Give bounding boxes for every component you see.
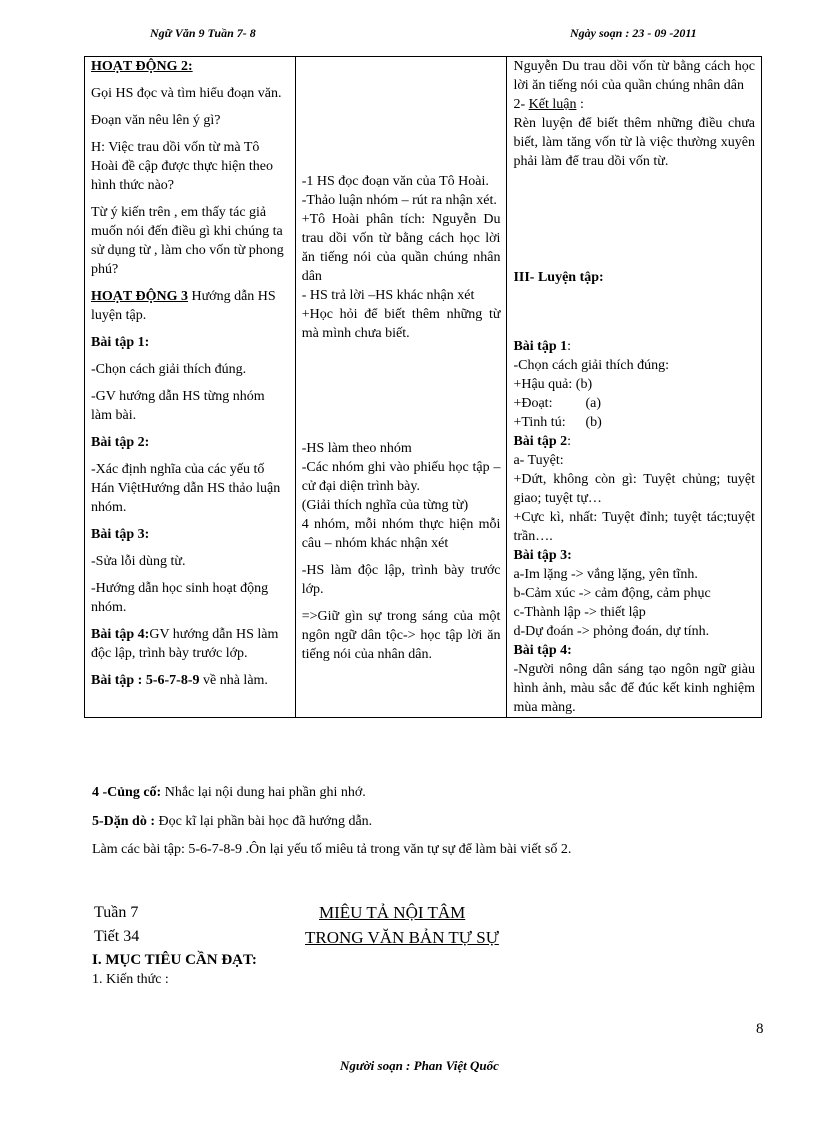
lesson-week: Tuần 7	[94, 904, 139, 921]
c3-exercise-2-line-3: +Cực kì, nhất: Tuyệt đỉnh; tuyệt tác;tuyệt trần….	[513, 510, 755, 544]
exercise-homework	[91, 671, 289, 690]
activity-2-question-2: H: Việc trau dồi vốn từ mà Tô Hoài đề cập được thực hiện theo hình thức nào?	[91, 140, 273, 193]
c3-exercise-1-line-1: -Chọn cách giải thích đúng:	[513, 358, 669, 373]
exercise-homework-text: về nhà làm.	[199, 673, 268, 688]
activity-2-question-3: Từ ý kiến trên , em thấy tác giả muốn nói đến điều gì khi chúng ta sử dụng từ , làm cho vốn từ phong phú?	[91, 205, 284, 277]
lesson-table	[84, 56, 762, 718]
c3-word-doat: +Đoạt:	[513, 396, 553, 411]
c3-exercise-2-line-2: +Dứt, không còn gì: Tuyệt chủng; tuyệt giao; tuyệt tự…	[513, 472, 755, 506]
c3-word-tinh-tu: +Tinh tú:	[513, 415, 566, 430]
c3-exercise-4-title: Bài tập 4:	[513, 643, 572, 658]
exercise-1-text-1: -Chọn cách giải thích đúng.	[91, 362, 247, 377]
c3-answer-tinh-tu: (b)	[585, 415, 602, 430]
consolidation-title: 4 -Củng cố:	[92, 785, 162, 800]
activity-2-instruction: Gọi HS đọc và tìm hiểu đoạn văn.	[91, 86, 282, 101]
c3-exercise-1-line-4	[513, 413, 755, 432]
homework-title: 5-Dặn dò :	[92, 814, 156, 829]
content-column	[507, 57, 762, 718]
student-group-work: -HS làm theo nhóm	[301, 441, 412, 456]
student-groups-note: -Các nhóm ghi vào phiếu học tập – cử đại diện trình bày.	[301, 460, 501, 494]
exercise-3-text-1: -Sửa lỗi dùng từ.	[91, 554, 186, 569]
c3-exercise-3-line-3: c-Thành lập -> thiết lập	[513, 605, 646, 620]
activity-2-title: HOẠT ĐỘNG 2:	[91, 59, 193, 74]
exercise-1-title: Bài tập 1:	[91, 335, 150, 350]
activity-3-title: HOẠT ĐỘNG 3	[91, 289, 188, 304]
student-analysis: +Tô Hoài phân tích: Nguyễn Du trau dồi vốn từ bằng cách học lời ăn tiếng nói của quần chúng nhân dân	[301, 212, 501, 284]
header-left: Ngữ Văn 9 Tuần 7- 8	[150, 26, 256, 40]
header-date: Ngày soạn : 23 - 09 -2011	[570, 26, 697, 40]
conclusion-suffix: :	[576, 97, 584, 112]
exercise-3-title: Bài tập 3:	[91, 527, 150, 542]
c3-exercise-4-line-1: -Người nông dân sáng tạo ngôn ngữ giàu hình ảnh, màu sắc để đúc kết kinh nghiệm mùa màng.	[513, 662, 755, 715]
conclusion-prefix: 2-	[513, 97, 529, 112]
student-activity-column	[295, 57, 507, 718]
activity-3-heading	[91, 287, 289, 325]
c3-exercise-3-title: Bài tập 3:	[513, 548, 572, 563]
c3-exercise-1-line-3	[513, 394, 755, 413]
conclusion-text: Rèn luyện để biết thêm những điều chưa biết, làm tăng vốn từ là việc thường xuyên phải làm để trau dồi vốn từ.	[513, 116, 755, 169]
c3-exercise-2-line-1: a- Tuyệt:	[513, 453, 564, 468]
c3-exercise-2-heading	[513, 432, 755, 451]
c3-exercise-1-line-2: +Hậu quả: (b)	[513, 377, 593, 392]
exercise-homework-title: Bài tập : 5-6-7-8-9	[91, 673, 200, 688]
conclusion-heading	[513, 95, 755, 114]
c3-exercise-3-line-4: d-Dự đoán -> phỏng đoán, dự tính.	[513, 624, 710, 639]
c3-exercise-3-line-2: b-Cảm xúc -> cảm động, cảm phục	[513, 586, 711, 601]
teacher-activity-column	[85, 57, 296, 718]
footer-author: Người soạn : Phan Việt Quốc	[340, 1058, 499, 1073]
exercise-4-title: Bài tập 4:	[91, 627, 150, 642]
exercise-instruction: Làm các bài tập: 5-6-7-8-9 .Ôn lại yếu tố miêu tả trong văn tự sự để làm bài viết số 2.	[92, 842, 572, 857]
lesson-period: Tiết 34	[94, 928, 140, 945]
student-four-groups: 4 nhóm, mỗi nhóm thực hiện mỗi câu – nhóm khác nhận xét	[301, 517, 501, 551]
c3-exercise-3-line-1: a-Im lặng -> vắng lặng, yên tĩnh.	[513, 567, 698, 582]
exercise-3-text-2: -Hướng dẫn học sinh hoạt động nhóm.	[91, 581, 269, 615]
activity-3-text: Hướng dẫn HS luyện tập.	[91, 289, 276, 323]
c3-answer-doat: (a)	[585, 396, 601, 411]
knowledge-subheading: 1. Kiến thức :	[92, 972, 169, 987]
exercise-4-text: GV hướng dẫn HS làm độc lập, trình bày trước lớp.	[91, 627, 279, 661]
practice-title: III- Luyện tập:	[513, 270, 604, 285]
homework-text: Đọc kĩ lại phần bài học đã hướng dẫn.	[155, 814, 373, 829]
c3-exercise-1-title: Bài tập 1	[513, 339, 568, 354]
student-answer: - HS trả lời –HS khác nhận xét	[301, 288, 475, 303]
exercise-4	[91, 625, 289, 663]
activity-2-question-1: Đoạn văn nêu lên ý gì?	[91, 113, 221, 128]
consolidation-text: Nhắc lại nội dung hai phần ghi nhớ.	[161, 785, 366, 800]
exercise-1-text-2: -GV hướng dẫn HS từng nhóm làm bài.	[91, 389, 265, 423]
exercise-2-text: -Xác định nghĩa của các yếu tố Hán ViệtHướng dẫn HS thảo luận nhóm.	[91, 462, 281, 515]
c3-exercise-2-colon: :	[567, 434, 572, 449]
consolidation-line	[92, 785, 366, 801]
student-independent: -HS làm độc lập, trình bày trước lớp.	[301, 563, 501, 597]
page-number: 8	[756, 1021, 764, 1037]
c3-exercise-1-colon: :	[567, 339, 572, 354]
c3-exercise-2-title: Bài tập 2	[513, 434, 568, 449]
homework-line	[92, 814, 372, 830]
student-explain: (Giải thích nghĩa của từng từ)	[301, 498, 469, 513]
lesson-title-line-2: TRONG VĂN BẢN TỰ SỰ	[305, 928, 499, 947]
conclusion-title: Kết luận	[528, 97, 577, 112]
student-discuss: -Thảo luận nhóm – rút ra nhận xét.	[301, 193, 497, 208]
content-summary: Nguyễn Du trau dồi vốn từ bằng cách học lời ăn tiếng nói của quần chúng nhân dân	[513, 59, 755, 93]
student-learn: +Học hỏi để biết thêm những từ mà mình chưa biết.	[301, 307, 501, 341]
lesson-title-line-1: MIÊU TẢ NỘI TÂM	[319, 903, 466, 922]
objectives-heading: I. MỤC TIÊU CẦN ĐẠT:	[92, 952, 257, 968]
exercise-2-title: Bài tập 2:	[91, 435, 150, 450]
student-read: -1 HS đọc đoạn văn của Tô Hoài.	[301, 174, 489, 189]
c3-exercise-1-heading	[513, 337, 755, 356]
student-conclusion: =>Giữ gìn sự trong sáng của một ngôn ngữ dân tộc-> học tập lời ăn tiếng nói của nhân dân.	[301, 609, 501, 662]
